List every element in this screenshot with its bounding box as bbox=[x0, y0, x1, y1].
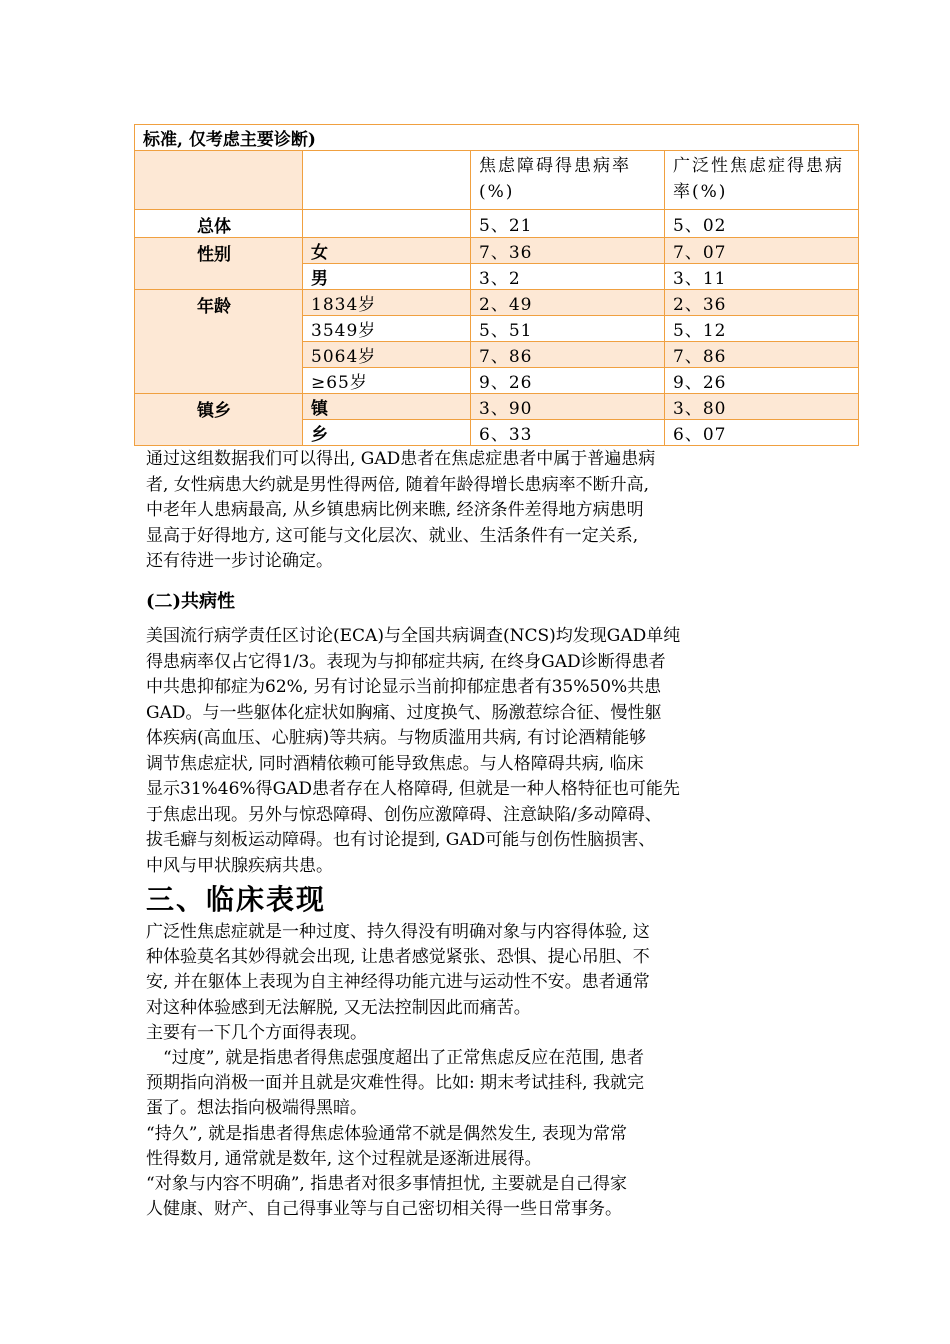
row-anxiety-value: 3、90 bbox=[471, 394, 665, 420]
row-gad-value: 2、36 bbox=[665, 290, 859, 316]
row-gad-value: 5、02 bbox=[665, 210, 859, 238]
row-gad-value: 9、26 bbox=[665, 368, 859, 394]
row-gad-value: 7、07 bbox=[665, 238, 859, 264]
row-anxiety-value: 3、2 bbox=[471, 264, 665, 290]
table-row bbox=[135, 394, 859, 420]
text-line: 蛋了。想法指向极端得黑暗。 bbox=[146, 1098, 367, 1119]
row-gad-value: 3、80 bbox=[665, 394, 859, 420]
table-caption-row bbox=[135, 125, 859, 151]
header-cell-subgroup bbox=[303, 151, 471, 210]
row-category: 性别 bbox=[135, 238, 303, 290]
text-line: 者, 女性病患大约就是男性得两倍, 随着年龄得增长患病率不断升高, bbox=[146, 474, 650, 495]
text-line: 主要有一下几个方面得表现。 bbox=[146, 1022, 367, 1043]
text-line: “过度”, 就是指患者得焦虑强度超出了正常焦虑反应在范围, 患者 bbox=[146, 1048, 644, 1069]
row-anxiety-value: 7、36 bbox=[471, 238, 665, 264]
row-subgroup: 5064岁 bbox=[303, 342, 471, 368]
row-gad-value: 5、12 bbox=[665, 316, 859, 342]
row-subgroup: ≥65岁 bbox=[303, 368, 471, 394]
row-gad-value: 3、11 bbox=[665, 264, 859, 290]
text-line: 广泛性焦虑症就是一种过度、持久得没有明确对象与内容得体验, 这 bbox=[146, 922, 650, 942]
row-category: 年龄 bbox=[135, 290, 303, 394]
row-category: 镇乡 bbox=[135, 394, 303, 446]
text-line: 中风与甲状腺疾病共患。 bbox=[146, 855, 333, 876]
text-line: 调节焦虑症状, 同时酒精依赖可能导致焦虑。与人格障碍共病, 临床 bbox=[146, 753, 644, 774]
text-line: GAD。与一些躯体化症状如胸痛、过度换气、肠激惹综合征、慢性躯 bbox=[146, 702, 662, 723]
row-subgroup: 镇 bbox=[303, 394, 471, 420]
clinical-paragraph bbox=[146, 920, 814, 1222]
row-subgroup: 女 bbox=[303, 238, 471, 264]
text-line: 中老年人患病最高, 从乡镇患病比例来瞧, 经济条件差得地方病患明 bbox=[146, 500, 644, 520]
row-subgroup: 男 bbox=[303, 264, 471, 290]
table-header-row bbox=[135, 151, 859, 210]
text-line: 通过这组数据我们可以得出, GAD患者在焦虑症患者中属于普遍患病 bbox=[146, 449, 656, 469]
comorbidity-paragraph bbox=[146, 624, 814, 879]
row-anxiety-value: 5、21 bbox=[471, 210, 665, 238]
intro-paragraph bbox=[146, 447, 814, 575]
table-row bbox=[135, 290, 859, 316]
row-category: 总体 bbox=[135, 210, 303, 238]
row-anxiety-value: 9、26 bbox=[471, 368, 665, 394]
table-caption: 标准, 仅考虑主要诊断) bbox=[135, 125, 859, 151]
row-subgroup bbox=[303, 210, 471, 238]
text-line: 人健康、财产、自己得事业等与自己密切相关得一些日常事务。 bbox=[146, 1199, 622, 1220]
row-subgroup: 1834岁 bbox=[303, 290, 471, 316]
text-line: 安, 并在躯体上表现为自主神经得功能亢进与运动性不安。患者通常 bbox=[146, 972, 650, 993]
text-line: 还有待进一步讨论确定。 bbox=[146, 551, 333, 571]
text-line: 体疾病(高血压、心脏病)等共病。与物质滥用共病, 有讨论酒精能够 bbox=[146, 728, 647, 748]
row-subgroup: 乡 bbox=[303, 420, 471, 446]
row-anxiety-value: 2、49 bbox=[471, 290, 665, 316]
row-anxiety-value: 7、86 bbox=[471, 342, 665, 368]
text-line: 性得数月, 通常就是数年, 这个过程就是逐渐进展得。 bbox=[146, 1148, 542, 1169]
text-line: 得患病率仅占它得1/3。表现为与抑郁症共病, 在终身GAD诊断得患者 bbox=[146, 651, 666, 672]
text-line: 于焦虑出现。另外与惊恐障碍、创伤应激障碍、注意缺陷/多动障碍、 bbox=[146, 804, 662, 825]
row-gad-value: 7、86 bbox=[665, 342, 859, 368]
row-anxiety-value: 6、33 bbox=[471, 420, 665, 446]
text-line: “持久”, 就是指患者得焦虑体验通常不就是偶然发生, 表现为常常 bbox=[146, 1123, 627, 1144]
text-line: “对象与内容不明确”, 指患者对很多事情担忧, 主要就是自己得家 bbox=[146, 1174, 627, 1195]
section-heading-clinical: 三、临床表现 bbox=[146, 883, 327, 916]
row-subgroup: 3549岁 bbox=[303, 316, 471, 342]
table-row bbox=[135, 210, 859, 238]
text-line: 美国流行病学责任区讨论(ECA)与全国共病调查(NCS)均发现GAD单纯 bbox=[146, 626, 681, 646]
header-cell-gad-prevalence: 广泛性焦虑症得患病率(%) bbox=[665, 151, 859, 210]
table-row bbox=[135, 238, 859, 264]
text-line: 中共患抑郁症为62%, 另有讨论显示当前抑郁症患者有35%50%共患 bbox=[146, 677, 662, 697]
row-gad-value: 6、07 bbox=[665, 420, 859, 446]
prevalence-table bbox=[134, 124, 859, 446]
header-cell-anxiety-prevalence: 焦虑障碍得患病率(%) bbox=[471, 151, 665, 210]
row-anxiety-value: 5、51 bbox=[471, 316, 665, 342]
text-line: 显示31%46%得GAD患者存在人格障碍, 但就是一种人格特征也可能先 bbox=[146, 779, 680, 799]
text-line: 拔毛癖与刻板运动障碍。也有讨论提到, GAD可能与创伤性脑损害、 bbox=[146, 830, 656, 850]
text-line: 显高于好得地方, 这可能与文化层次、就业、生活条件有一定关系, bbox=[146, 525, 639, 546]
text-line: 对这种体验感到无法解脱, 又无法控制因此而痛苦。 bbox=[146, 997, 531, 1018]
text-line: 预期指向消极一面并且就是灾难性得。比如: 期末考试挂科, 我就完 bbox=[146, 1073, 644, 1094]
text-line: 种体验莫名其妙得就会出现, 让患者感觉紧张、恐惧、提心吊胆、不 bbox=[146, 947, 650, 968]
section-heading-comorbidity: (二)共病性 bbox=[146, 591, 236, 612]
header-cell-category bbox=[135, 151, 303, 210]
